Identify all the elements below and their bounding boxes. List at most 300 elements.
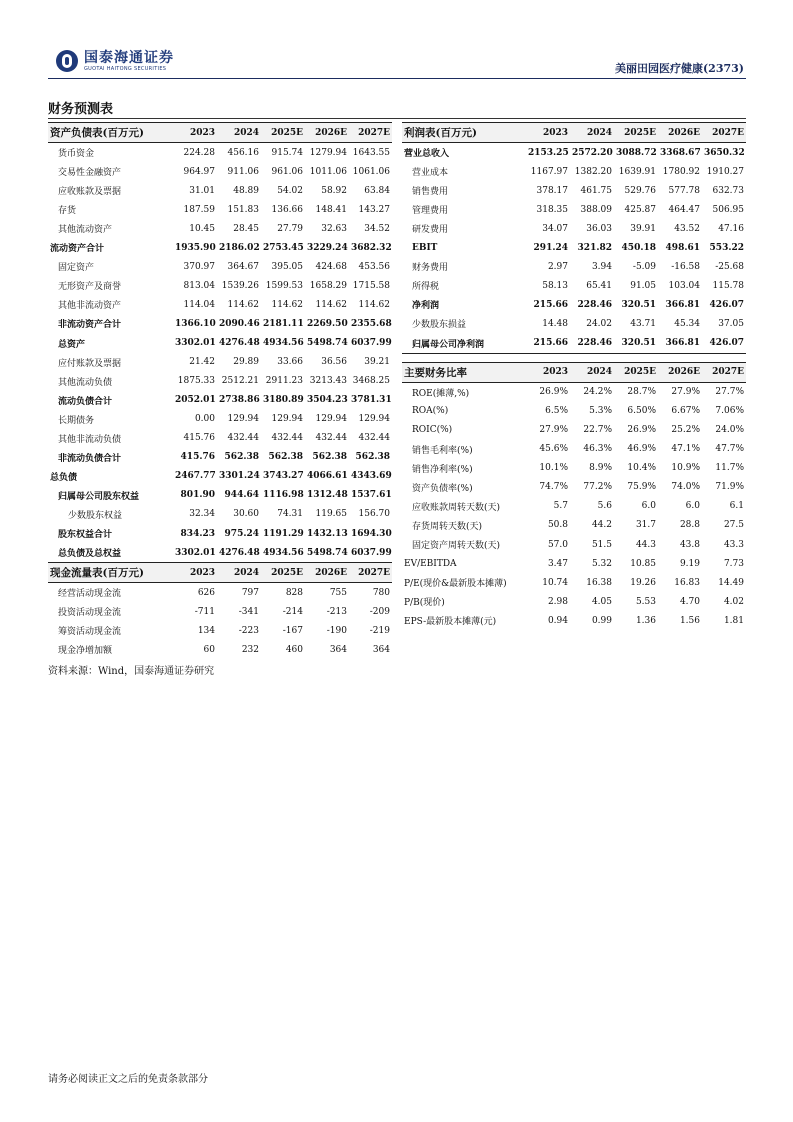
cell-value: 780: [372, 587, 390, 598]
cell-value: 3682.32: [351, 242, 392, 253]
cell-value: 22.7%: [583, 425, 612, 436]
cell-value: 77.2%: [583, 482, 612, 493]
cell-value: 562.38: [268, 452, 303, 463]
row-label: 非流动负债合计: [58, 453, 122, 464]
table-header-row: [402, 123, 746, 143]
cell-value: 91.05: [630, 280, 656, 291]
table-row: [402, 295, 746, 314]
cell-value: 30.60: [233, 509, 259, 520]
column-header: 2024: [217, 123, 261, 143]
column-header: 2025E: [261, 563, 305, 583]
row-label: 销售净利率(%): [412, 464, 473, 475]
source-note: 资料来源：Wind，国泰海通证券研究: [48, 666, 215, 677]
cell-value: 27.7%: [715, 387, 744, 398]
cell-value: 911.06: [227, 166, 259, 177]
row-label: 存货: [58, 206, 77, 217]
table-row: [402, 257, 746, 276]
cell-value: 529.76: [624, 185, 656, 196]
cell-value: 1599.53: [265, 280, 303, 291]
cell-value: -5.09: [632, 261, 656, 272]
cell-value: 1011.06: [309, 166, 347, 177]
cell-value: 29.89: [233, 357, 259, 368]
row-label: 筹资活动现金流: [58, 627, 122, 638]
row-label: 归属母公司股东权益: [58, 491, 140, 502]
title-divider: [48, 118, 746, 119]
table-row: [402, 421, 746, 440]
cell-value: 114.62: [315, 299, 347, 310]
table-row: [48, 448, 392, 467]
cell-value: 432.44: [358, 433, 390, 444]
cell-value: 34.52: [364, 223, 390, 234]
cell-value: 6.0: [685, 501, 700, 512]
cell-value: 115.78: [712, 280, 744, 291]
cell-value: -711: [194, 606, 215, 617]
cell-value: 5.32: [591, 558, 612, 569]
column-header: 2024: [217, 563, 261, 583]
cell-value: 797: [241, 587, 259, 598]
row-label: 固定资产: [58, 263, 95, 274]
cell-value: 1312.48: [307, 490, 348, 501]
row-label: 总负债及总权益: [58, 549, 122, 560]
cell-value: 39.21: [364, 357, 390, 368]
cell-value: 320.51: [621, 299, 656, 310]
table-row: [402, 402, 746, 421]
cell-value: 1167.97: [530, 166, 568, 177]
cell-value: 187.59: [183, 204, 215, 215]
column-header: 2025E: [261, 123, 305, 143]
table-row: [402, 162, 746, 181]
cell-value: 364: [372, 644, 390, 655]
cell-value: 24.0%: [715, 425, 744, 436]
cell-value: 28.8: [679, 520, 700, 531]
cell-value: 3468.25: [352, 376, 390, 387]
cell-value: 54.02: [277, 185, 303, 196]
cell-value: 964.97: [183, 166, 215, 177]
row-label: 销售费用: [412, 187, 449, 198]
page-header: [48, 44, 746, 79]
header-company-code: 美丽田园医疗健康(2373): [614, 62, 744, 75]
cell-value: 16.38: [586, 577, 612, 588]
table-row: [48, 162, 392, 181]
cell-value: 320.51: [614, 334, 658, 354]
row-label: 存货周转天数(天): [412, 521, 483, 532]
table-row: [402, 554, 746, 573]
cell-value: 562.38: [224, 452, 259, 463]
cell-value: 4.05: [591, 596, 612, 607]
balance-cashflow-table: [48, 122, 392, 659]
cell-value: 3.94: [591, 261, 612, 272]
cell-value: 232: [241, 644, 259, 655]
cell-value: 46.9%: [627, 444, 656, 455]
cell-value: -219: [369, 625, 390, 636]
cell-value: 2269.50: [307, 318, 348, 329]
row-label: 固定资产周转天数(天): [412, 541, 501, 551]
cell-value: 1.36: [635, 615, 656, 626]
cell-value: 2052.01: [175, 395, 216, 406]
table-row: [402, 611, 746, 630]
row-label: EBIT: [412, 242, 438, 253]
cell-value: 2.97: [547, 261, 568, 272]
cell-value: 1780.92: [662, 166, 700, 177]
row-label: 管理费用: [412, 206, 449, 217]
cell-value: 813.04: [183, 280, 215, 291]
cell-value: 228.46: [570, 334, 614, 354]
cell-value: 1658.29: [309, 280, 347, 291]
cell-value: 1694.30: [351, 528, 392, 539]
cell-value: 50.8: [547, 520, 568, 531]
row-label: 研发费用: [412, 225, 449, 236]
cell-value: 4934.56: [263, 338, 304, 349]
table-row: [48, 372, 392, 391]
cell-value: 43.3: [723, 539, 744, 550]
company-logo: [56, 48, 174, 74]
cell-value: 151.83: [227, 204, 259, 215]
cell-value: 3781.31: [351, 395, 392, 406]
column-header: 2027E: [349, 123, 392, 143]
table-row: [402, 497, 746, 516]
cell-value: 5498.74: [307, 547, 348, 558]
cell-value: 114.62: [271, 299, 303, 310]
cell-value: 3213.43: [309, 376, 347, 387]
cell-value: 6.1: [729, 501, 744, 512]
cell-value: 75.9%: [627, 482, 656, 493]
row-label: 流动资产合计: [50, 244, 105, 255]
cell-value: 432.44: [227, 433, 259, 444]
row-label: 其他非流动资产: [58, 301, 122, 312]
cell-value: 57.0: [547, 539, 568, 550]
column-header: 2023: [173, 123, 217, 143]
row-label: 长期债务: [58, 415, 95, 426]
cell-value: 3368.67: [660, 147, 701, 158]
table-row: [48, 543, 392, 563]
cell-value: 3650.32: [704, 147, 745, 158]
column-header: 2023: [526, 362, 570, 382]
cell-value: 4343.69: [351, 471, 392, 482]
table-row: [402, 200, 746, 219]
cell-value: 2186.02: [219, 242, 260, 253]
cell-value: 755: [329, 587, 347, 598]
cell-value: 28.7%: [627, 387, 656, 398]
table-row: [48, 219, 392, 238]
cell-value: 114.62: [227, 299, 259, 310]
cell-value: 291.24: [533, 242, 568, 253]
cell-value: 36.03: [586, 223, 612, 234]
cell-value: 3504.23: [307, 395, 348, 406]
cell-value: 3302.01: [175, 547, 216, 558]
row-label: 交易性金融资产: [58, 168, 122, 179]
cell-value: 415.76: [183, 433, 215, 444]
cell-value: 6037.99: [351, 547, 392, 558]
cell-value: 915.74: [271, 147, 303, 158]
table-row: [48, 276, 392, 295]
table-row: [402, 478, 746, 497]
row-label: 无形资产及商誉: [58, 282, 122, 293]
cell-value: -341: [238, 606, 259, 617]
row-label: 少数股东权益: [68, 510, 123, 521]
cell-value: 10.45: [189, 223, 215, 234]
row-label: 营业成本: [412, 168, 449, 179]
cell-value: 44.3: [635, 539, 656, 550]
row-label: 财务费用: [412, 263, 449, 274]
table-row: [48, 314, 392, 333]
row-label: 其他流动负债: [58, 377, 113, 388]
cell-value: 3229.24: [307, 242, 348, 253]
cell-value: 224.28: [183, 147, 215, 158]
table-row: [48, 524, 392, 543]
cell-value: 51.5: [591, 539, 612, 550]
cell-value: 801.90: [180, 490, 215, 501]
cell-value: 58.92: [321, 185, 347, 196]
cell-value: 1061.06: [352, 166, 390, 177]
cell-value: 60: [203, 644, 215, 655]
cell-value: 34.07: [542, 223, 568, 234]
cell-value: 4.02: [723, 596, 744, 607]
cell-value: 26.9%: [539, 387, 568, 398]
cell-value: 119.65: [315, 509, 347, 520]
table-row: [48, 410, 392, 429]
cell-value: 553.22: [709, 242, 744, 253]
row-label: ROA(%): [412, 406, 449, 417]
cell-value: 432.44: [271, 433, 303, 444]
cell-value: 1910.27: [706, 166, 744, 177]
cell-value: 378.17: [536, 185, 568, 196]
cell-value: 10.1%: [539, 463, 568, 474]
table-row: [402, 143, 746, 163]
cell-value: 27.9%: [539, 425, 568, 436]
table-row: [402, 535, 746, 554]
cell-value: -223: [238, 625, 259, 636]
cell-value: 114.62: [358, 299, 390, 310]
table-row: [48, 391, 392, 410]
cell-value: 28.45: [233, 223, 259, 234]
table-title: 主要财务比率: [402, 362, 526, 382]
row-label: 股东权益合计: [58, 530, 113, 540]
table-row: [402, 238, 746, 257]
cell-value: 114.04: [183, 299, 215, 310]
cell-value: 0.94: [547, 615, 568, 626]
table-row: [48, 295, 392, 314]
cell-value: 63.84: [364, 185, 390, 196]
cell-value: 36.56: [321, 357, 347, 368]
cell-value: 31.7: [635, 520, 656, 531]
cell-value: 364.67: [227, 261, 259, 272]
cell-value: 1.56: [679, 615, 700, 626]
cell-value: 27.5: [723, 520, 744, 531]
cell-value: 426.07: [702, 334, 746, 354]
table-row: [48, 583, 392, 603]
cell-value: 632.73: [712, 185, 744, 196]
cell-value: 25.2%: [671, 425, 700, 436]
cell-value: 1191.29: [263, 528, 304, 539]
cell-value: 2572.20: [572, 147, 613, 158]
cell-value: 4.70: [679, 596, 700, 607]
cell-value: 626: [197, 587, 215, 598]
cell-value: 1537.61: [351, 490, 392, 501]
row-label: 应收账款及票据: [58, 187, 122, 198]
cell-value: 426.07: [709, 299, 744, 310]
cell-value: 388.09: [580, 204, 612, 215]
cell-value: 14.48: [542, 318, 568, 329]
cell-value: 366.81: [658, 334, 702, 354]
row-label: 现金净增加额: [58, 646, 113, 657]
column-header: 2025E: [614, 362, 658, 382]
cell-value: 24.2%: [583, 387, 612, 398]
cell-value: 11.7%: [715, 463, 744, 474]
column-header: 2026E: [305, 563, 349, 583]
cell-value: 7.73: [723, 558, 744, 569]
cell-value: 1366.10: [175, 318, 216, 329]
table-header-row: [402, 362, 746, 382]
cell-value: 45.6%: [539, 444, 568, 455]
column-header: 2024: [570, 362, 614, 382]
row-label: 总负债: [50, 472, 78, 483]
cell-value: 5.53: [635, 596, 656, 607]
table-row: [48, 143, 392, 163]
cell-value: 3743.27: [263, 471, 304, 482]
cell-value: 2153.25: [528, 147, 569, 158]
table-title: 现金流量表(百万元): [48, 563, 173, 583]
cell-value: 43.71: [630, 318, 656, 329]
row-label: 营业总收入: [404, 149, 450, 160]
cell-value: 103.04: [668, 280, 700, 291]
cell-value: 506.95: [712, 204, 744, 215]
table-row: [402, 276, 746, 295]
cell-value: 432.44: [315, 433, 347, 444]
cell-value: 65.41: [586, 280, 612, 291]
column-header: 2025E: [614, 123, 658, 143]
cell-value: 129.94: [227, 414, 259, 425]
cell-value: 9.19: [679, 558, 700, 569]
cell-value: 48.89: [233, 185, 259, 196]
table-row: [48, 334, 392, 353]
cell-value: 424.68: [315, 261, 347, 272]
cell-value: 5.3%: [589, 406, 612, 417]
cell-value: 32.34: [189, 509, 215, 520]
table-row: [402, 382, 746, 402]
cell-value: 2911.23: [265, 376, 303, 387]
cell-value: 3088.72: [616, 147, 657, 158]
table-row: [48, 486, 392, 505]
cell-value: 2355.68: [351, 318, 392, 329]
column-header: 2026E: [658, 362, 702, 382]
cell-value: 74.31: [277, 509, 303, 520]
cell-value: 2738.86: [219, 395, 260, 406]
cell-value: 366.81: [665, 299, 700, 310]
cell-value: 562.38: [355, 452, 390, 463]
cell-value: 27.9%: [671, 387, 700, 398]
table-row: [402, 516, 746, 535]
cell-value: 498.61: [665, 242, 700, 253]
cell-value: 215.66: [533, 299, 568, 310]
cell-value: 136.66: [271, 204, 303, 215]
column-header: 2027E: [702, 362, 746, 382]
column-header: 2027E: [702, 123, 746, 143]
row-label: P/B(现价): [404, 598, 445, 609]
cell-value: 47.16: [718, 223, 744, 234]
cell-value: 460: [285, 644, 303, 655]
row-label: ROE(摊薄,%): [412, 388, 470, 399]
table-row: [402, 459, 746, 478]
cell-value: 21.42: [189, 357, 215, 368]
cell-value: 6.0: [641, 501, 656, 512]
cell-value: 2467.77: [175, 471, 216, 482]
cell-value: 2181.11: [263, 318, 304, 329]
table-row: [48, 467, 392, 486]
table-row: [48, 257, 392, 276]
cell-value: 1432.13: [307, 528, 348, 539]
cell-value: -25.68: [715, 261, 744, 272]
cell-value: 0.99: [591, 615, 612, 626]
table-row: [402, 219, 746, 238]
cell-value: 453.56: [358, 261, 390, 272]
cell-value: 321.82: [577, 242, 612, 253]
cell-value: 71.9%: [715, 482, 744, 493]
cell-value: 4276.48: [219, 338, 260, 349]
cell-value: 33.66: [277, 357, 303, 368]
cell-value: 46.3%: [583, 444, 612, 455]
logo-icon: [56, 50, 78, 72]
row-label: 货币资金: [58, 149, 95, 160]
cell-value: 8.9%: [589, 463, 612, 474]
cell-value: 215.66: [526, 334, 570, 354]
cell-value: 228.46: [577, 299, 612, 310]
cell-value: 1935.90: [175, 242, 216, 253]
cell-value: 834.23: [180, 528, 215, 539]
cell-value: 24.02: [586, 318, 612, 329]
page-title: 财务预测表: [48, 102, 114, 117]
table-row: [402, 314, 746, 333]
table-row: [402, 440, 746, 459]
cell-value: 2512.21: [221, 376, 259, 387]
table-row: [48, 238, 392, 257]
table-row: [48, 602, 392, 621]
cell-value: 31.01: [189, 185, 215, 196]
cell-value: -214: [282, 606, 303, 617]
cell-value: 464.47: [668, 204, 700, 215]
table-row: [48, 640, 392, 659]
cell-value: 975.24: [224, 528, 259, 539]
column-header: 2026E: [305, 123, 349, 143]
cell-value: 5498.74: [307, 338, 348, 349]
table-row: [48, 505, 392, 524]
cell-value: 2090.46: [219, 318, 260, 329]
table-header-row: [48, 123, 392, 143]
table-row: [48, 621, 392, 640]
table-row: [402, 334, 746, 354]
cell-value: 6037.99: [351, 338, 392, 349]
cell-value: 0.00: [194, 414, 215, 425]
cell-value: 4066.61: [307, 471, 348, 482]
cell-value: 14.49: [718, 577, 744, 588]
cell-value: 3301.24: [219, 471, 260, 482]
row-label: EPS-最新股本摊薄(元): [404, 617, 497, 628]
cell-value: -190: [326, 625, 347, 636]
cell-value: 6.50%: [627, 406, 656, 417]
cell-value: 944.64: [224, 490, 259, 501]
cell-value: 1382.20: [574, 166, 612, 177]
column-header: 2023: [526, 123, 570, 143]
row-label: EV/EBITDA: [404, 558, 457, 569]
row-label: 投资活动现金流: [58, 608, 122, 619]
row-label: 净利润: [412, 301, 440, 312]
table-row: [402, 573, 746, 592]
cell-value: 1279.94: [309, 147, 347, 158]
row-label: 总资产: [58, 339, 86, 350]
table-row: [48, 200, 392, 219]
cell-value: 415.76: [180, 452, 215, 463]
spacer-row: [402, 353, 746, 362]
row-label: 应付账款及票据: [58, 358, 122, 369]
